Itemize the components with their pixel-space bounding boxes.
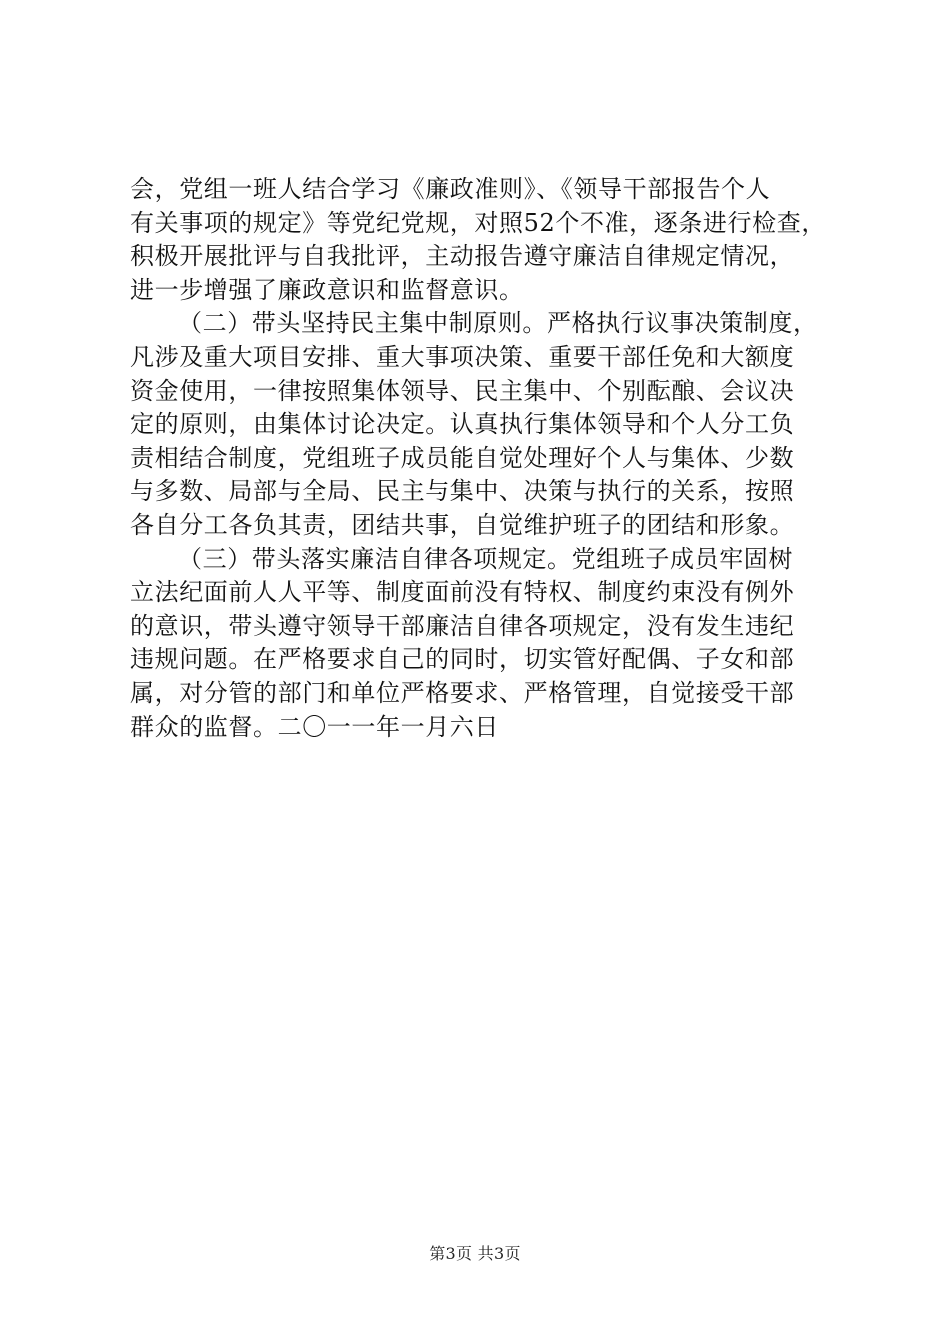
text-line: 各自分工各负其责，团结共事，自觉维护班子的团结和形象。 [130, 510, 795, 539]
text-line: 立法纪面前人人平等、制度面前没有特权、制度约束没有例外 [130, 578, 795, 607]
text-line: 资金使用，一律按照集体领导、民主集中、个别酝酿、会议决 [130, 376, 795, 405]
text-line: 有关事项的规定》等党纪党规，对照52个不准，逐条进行检查， [130, 208, 826, 237]
text-line: 违规问题。在严格要求自己的同时，切实管好配偶、子女和部 [130, 645, 795, 674]
text-line: 群众的监督。二〇一一年一月六日 [130, 712, 499, 741]
text-line: 凡涉及重大项目安排、重大事项决策、重要干部任免和大额度 [130, 342, 795, 371]
paragraph-3-first-line: （三）带头落实廉洁自律各项规定。党组班子成员牢固树 [178, 544, 793, 573]
text-line: 的意识，带头遵守领导干部廉洁自律各项规定，没有发生违纪 [130, 611, 795, 640]
paragraph-2-first-line: （二）带头坚持民主集中制原则。严格执行议事决策制度， [178, 309, 818, 338]
text-line: 进一步增强了廉政意识和监督意识。 [130, 275, 524, 304]
text-line: 积极开展批评与自我批评，主动报告遵守廉洁自律规定情况， [130, 242, 795, 271]
text-line: 会，党组一班人结合学习《廉政准则》、《领导干部报告个人 [130, 175, 771, 203]
text-line: 定的原则，由集体讨论决定。认真执行集体领导和个人分工负 [130, 410, 795, 439]
text-line: 属，对分管的部门和单位严格要求、严格管理，自觉接受干部 [130, 678, 795, 707]
text-line: 责相结合制度，党组班子成员能自觉处理好个人与集体、少数 [130, 443, 795, 472]
text-line: 与多数、局部与全局、民主与集中、决策与执行的关系，按照 [130, 477, 795, 506]
body-text [130, 173, 830, 744]
page-number-footer: 第3页 共3页 [429, 1244, 521, 1263]
